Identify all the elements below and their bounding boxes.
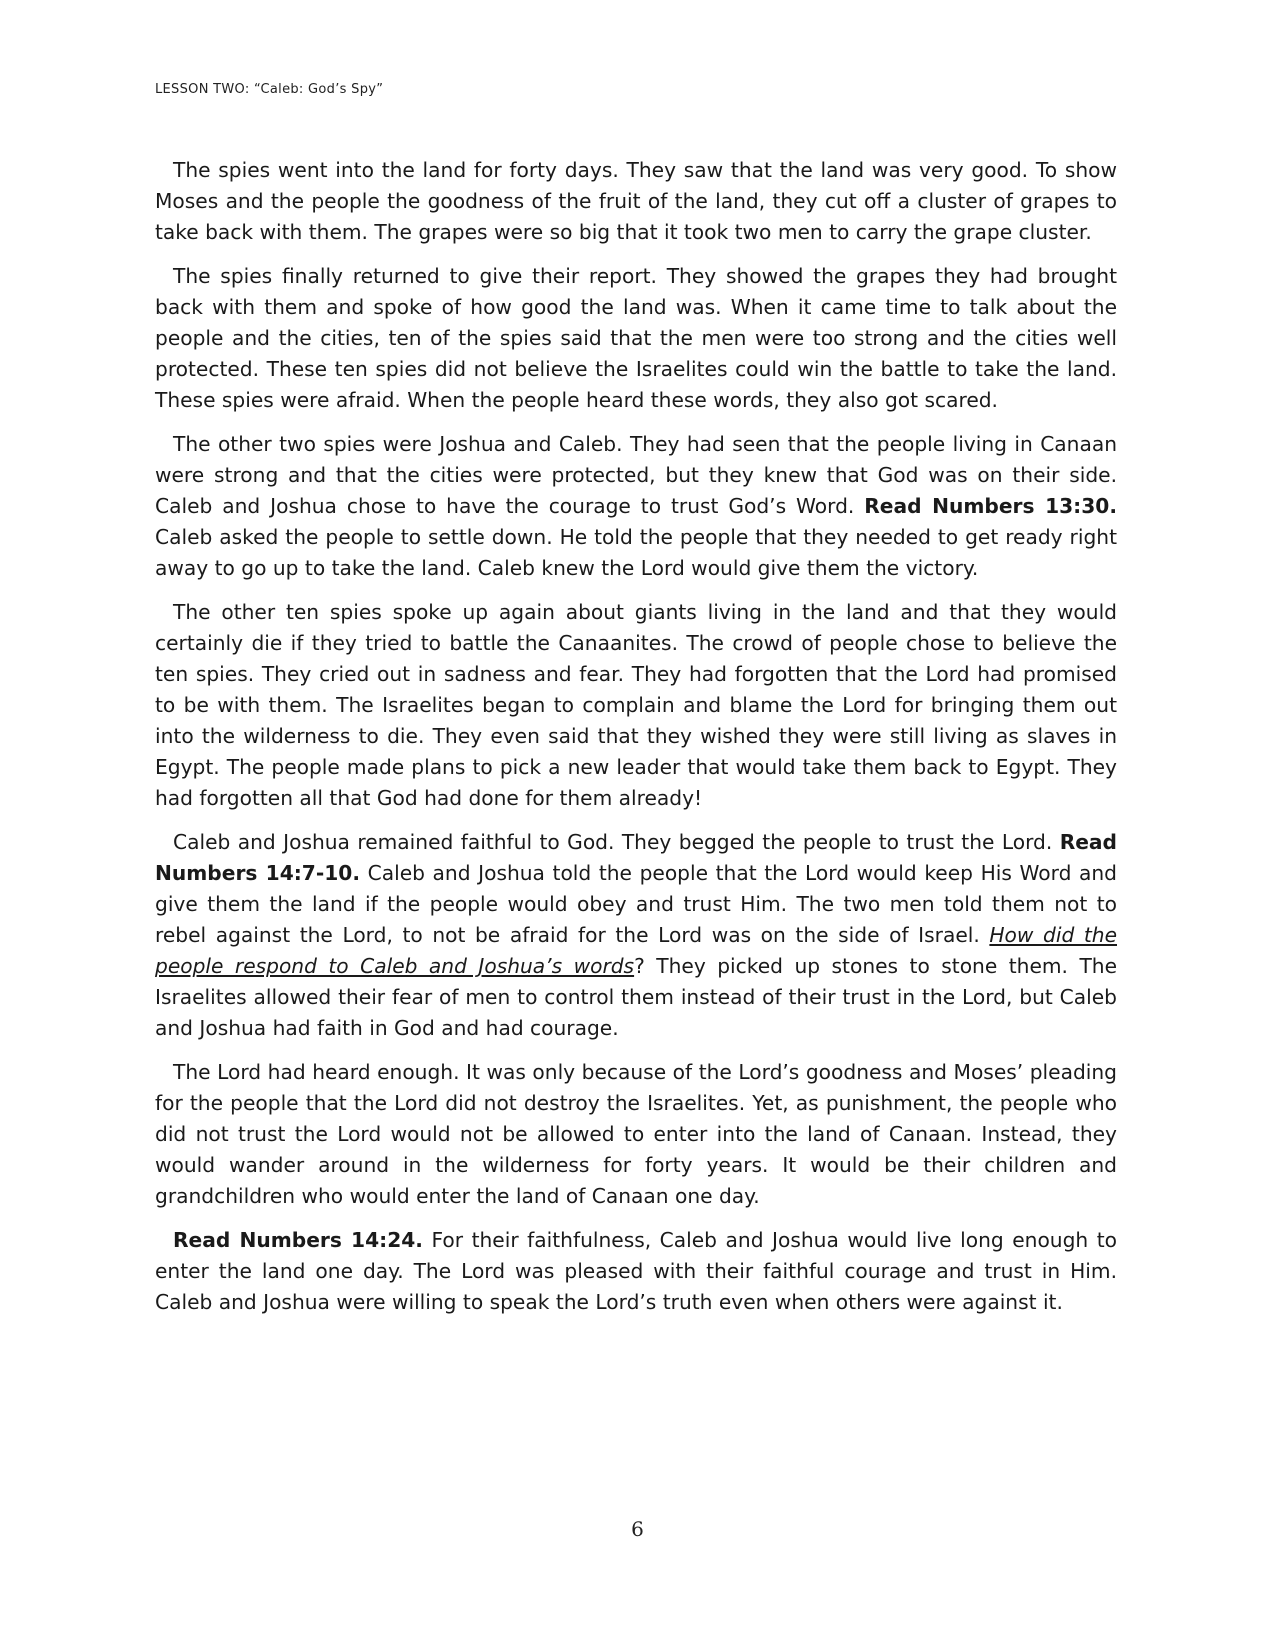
paragraph-text: Caleb asked the people to settle down. He told the people that they needed to get ready right away to go up to take the land. Caleb knew the Lord would give them the victory. — [155, 525, 1117, 580]
running-header: LESSON TWO: “Caleb: God’s Spy” — [155, 82, 384, 97]
paragraph-text: For their faithfulness, Caleb and Joshua would live long enough to enter the land one day. The Lord was pleased with their faithful courage and trust in Him. Caleb and Joshua were willing to speak the Lord’s truth even when others were against it. — [155, 1228, 1117, 1314]
paragraph-text: Caleb and Joshua told the people that the Lord would keep His Word and give them the land if the people would obey and trust Him. The two men told them not to rebel against the Lord, to not be afraid for the Lord was on the side of Israel. — [155, 861, 1117, 947]
lesson-body — [155, 155, 1117, 1331]
paragraph-remained-faithful — [155, 827, 1117, 1044]
paragraph-text: The other ten spies spoke up again about giants living in the land and that they would certainly die if they tried to battle the Canaanites. The crowd of people chose to believe the ten spies. They cried out in sadness and fear. They had forgotten that the Lord had promised to be with them. The Israelites began to complain and blame the Lord for bringing them out into the wilderness to die. They even said that they wished they were still living as slaves in Egypt. The people made plans to pick a new leader that would take them back to Egypt. They had forgotten all that God had done for them already! — [155, 600, 1117, 810]
scripture-reference: Read Numbers 14:24. — [173, 1228, 423, 1252]
paragraph-spies-forty-days — [155, 155, 1117, 248]
paragraph-faithfulness — [155, 1225, 1117, 1318]
paragraph-text: The other two spies were Joshua and Caleb. They had seen that the people living in Canaan were strong and that the cities were protected, but they knew that God was on their side. Caleb and Joshua chose to have the courage to trust God’s Word. — [155, 432, 1117, 518]
paragraph-lord-heard-enough — [155, 1057, 1117, 1212]
paragraph-spies-report — [155, 261, 1117, 416]
scripture-reference: Read Numbers 13:30. — [864, 494, 1118, 518]
page-number: 6 — [631, 1517, 644, 1541]
paragraph-text: The spies went into the land for forty days. They saw that the land was very good. To show Moses and the people the goodness of the fruit of the land, they cut off a cluster of grapes to take back with them. The grapes were so big that it took two men to carry the grape cluster. — [155, 158, 1117, 244]
paragraph-text: The spies finally returned to give their report. They showed the grapes they had brought back with them and spoke of how good the land was. When it came time to talk about the people and the cities, ten of the spies said that the men were too strong and the cities well protected. These ten spies did not believe the Israelites could win the battle to take the land. These spies were afraid. When the people heard these words, they also got scared. — [155, 264, 1117, 412]
paragraph-text: Caleb and Joshua remained faithful to God. They begged the people to trust the Lord. — [173, 830, 1060, 854]
scripture-reference: Read Numbers 14:7-10. — [155, 830, 1117, 885]
paragraph-ten-spies-again — [155, 597, 1117, 814]
discussion-question: How did the people respond to Caleb and Joshua’s words — [155, 923, 1117, 978]
paragraph-joshua-caleb — [155, 429, 1117, 584]
paragraph-text: ? They picked up stones to stone them. The Israelites allowed their fear of men to control them instead of their trust in the Lord, but Caleb and Joshua had faith in God and had courage. — [155, 954, 1117, 1040]
paragraph-text: The Lord had heard enough. It was only because of the Lord’s goodness and Moses’ pleading for the people that the Lord did not destroy the Israelites. Yet, as punishment, the people who did not trust the Lord would not be allowed to enter into the land of Canaan. Instead, they would wander around in the wilderness for forty years. It would be their children and grandchildren who would enter the land of Canaan one day. — [155, 1060, 1117, 1208]
